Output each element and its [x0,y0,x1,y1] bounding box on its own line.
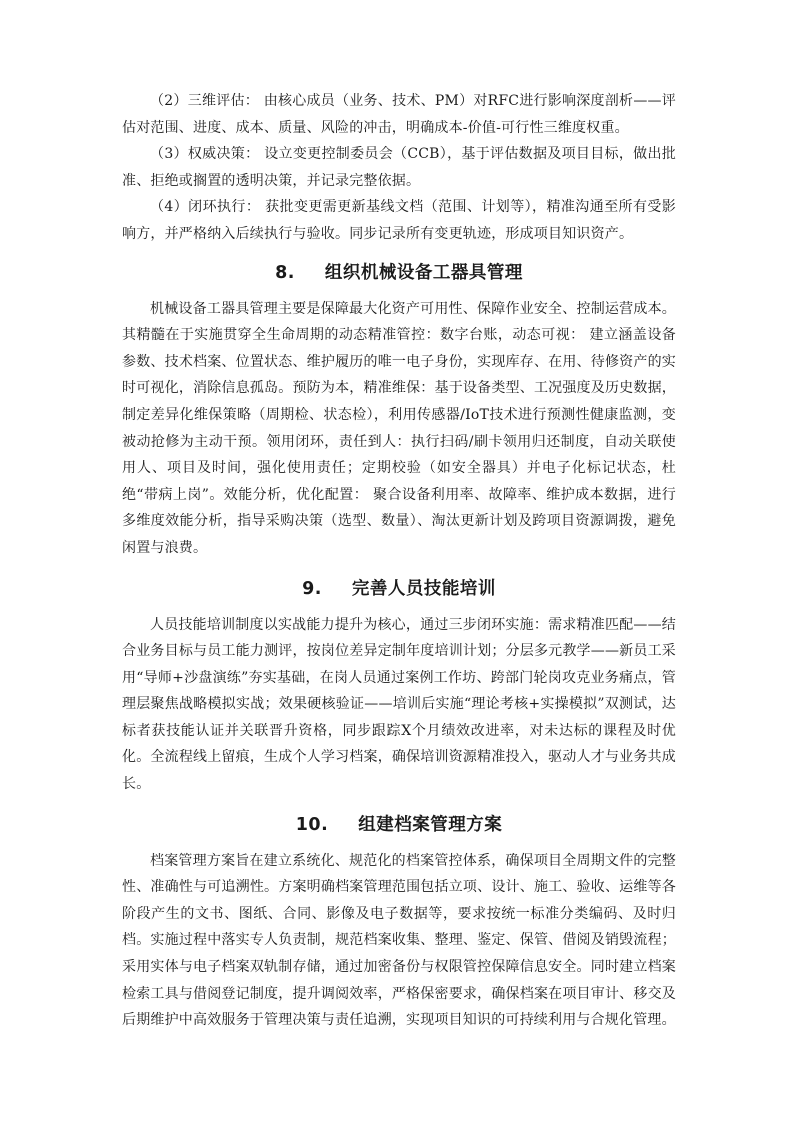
section-heading-training [122,575,676,600]
section-title: 组建档案管理方案 [358,814,503,835]
document-page [122,88,676,1034]
section-title: 完善人员技能培训 [351,578,496,599]
section-title: 组织机械设备工器具管理 [324,262,523,283]
section-body-training: 人员技能培训制度以实战能力提升为核心，通过三步闭环实施：需求精准匹配——结合业务目标与员工能力测评，按岗位差异定制年度培训计划；分层多元教学——新员工采用“导师+沙盘演练”夯实基础，在岗人员通过案例工作坊、跨部门轮岗攻克业务痛点，管理层聚焦战略模拟实战；效果硬核验证——培训后实施“理论考核+实操模拟”双测试，达标者获技能认证并关联晋升资格，同步跟踪X个月绩效改进率，对未达标的课程及时优化。全流程线上留痕，生成个人学习档案，确保培训资源精准投入，驱动人才与业务共成长。 [122,616,676,793]
section-heading-archives [122,811,676,836]
intro-paragraph-evaluation: （2）三维评估： 由核心成员（业务、技术、PM）对RFC进行影响深度剖析——评估对范围、进度、成本、质量、风险的冲击，明确成本-价值-可行性三维度权重。 [122,93,676,136]
section-body-equipment: 机械设备工器具管理主要是保障最大化资产可用性、保障作业安全、控制运营成本。其精髓在于实施贯穿全生命周期的动态精准管控：数字台账，动态可视： 建立涵盖设备参数、技术档案、位置状态、维护履历的唯一电子身份，实现库存、在用、待修资产的实时可视化，消除信息孤岛。预防为本，精准维保：基于设备类型、工况强度及历史数据，制定差异化维保策略（周期检、状态检），利用传感器/IoT技术进行预测性健康监测，变被动抢修为主动干预。领用闭环，责任到人：执行扫码/刷卡领用归还制度，自动关联使用人、项目及时间，强化使用责任；定期校验（如安全器具）并电子化标记状态，杜绝“带病上岗”。效能分析，优化配置： 聚合设备利用率、故障率、维护成本数据，进行多维度效能分析，指导采购决策（选型、数量）、淘汰更新计划及跨项目资源调拨，避免闲置与浪费。 [122,300,676,556]
section-number: 8. [275,262,295,283]
section-number: 9. [302,578,322,599]
intro-paragraph-execution: （4）闭环执行： 获批变更需更新基线文档（范围、计划等），精准沟通至所有受影响方，并严格纳入后续执行与验收。同步记录所有变更轨迹，形成项目知识资产。 [122,199,676,242]
intro-paragraph-decision: （3）权威决策： 设立变更控制委员会（CCB），基于评估数据及项目目标，做出批准、拒绝或搁置的透明决策，并记录完整依据。 [122,146,676,189]
section-number: 10. [295,814,329,835]
section-heading-equipment [122,259,676,284]
section-body-archives: 档案管理方案旨在建立系统化、规范化的档案管控体系，确保项目全周期文件的完整性、准确性与可追溯性。方案明确档案管理范围包括立项、设计、施工、验收、运维等各阶段产生的文书、图纸、合同、影像及电子数据等，要求按统一标准分类编码、及时归档。实施过程中落实专人负责制，规范档案收集、整理、鉴定、保管、借阅及销毁流程；采用实体与电子档案双轨制存储，通过加密备份与权限管控保障信息安全。同时建立档案检索工具与借阅登记制度，提升调阅效率，严格保密要求，确保档案在项目审计、移交及后期维护中高效服务于管理决策与责任追溯，实现项目知识的可持续利用与合规化管理。 [122,852,676,1029]
